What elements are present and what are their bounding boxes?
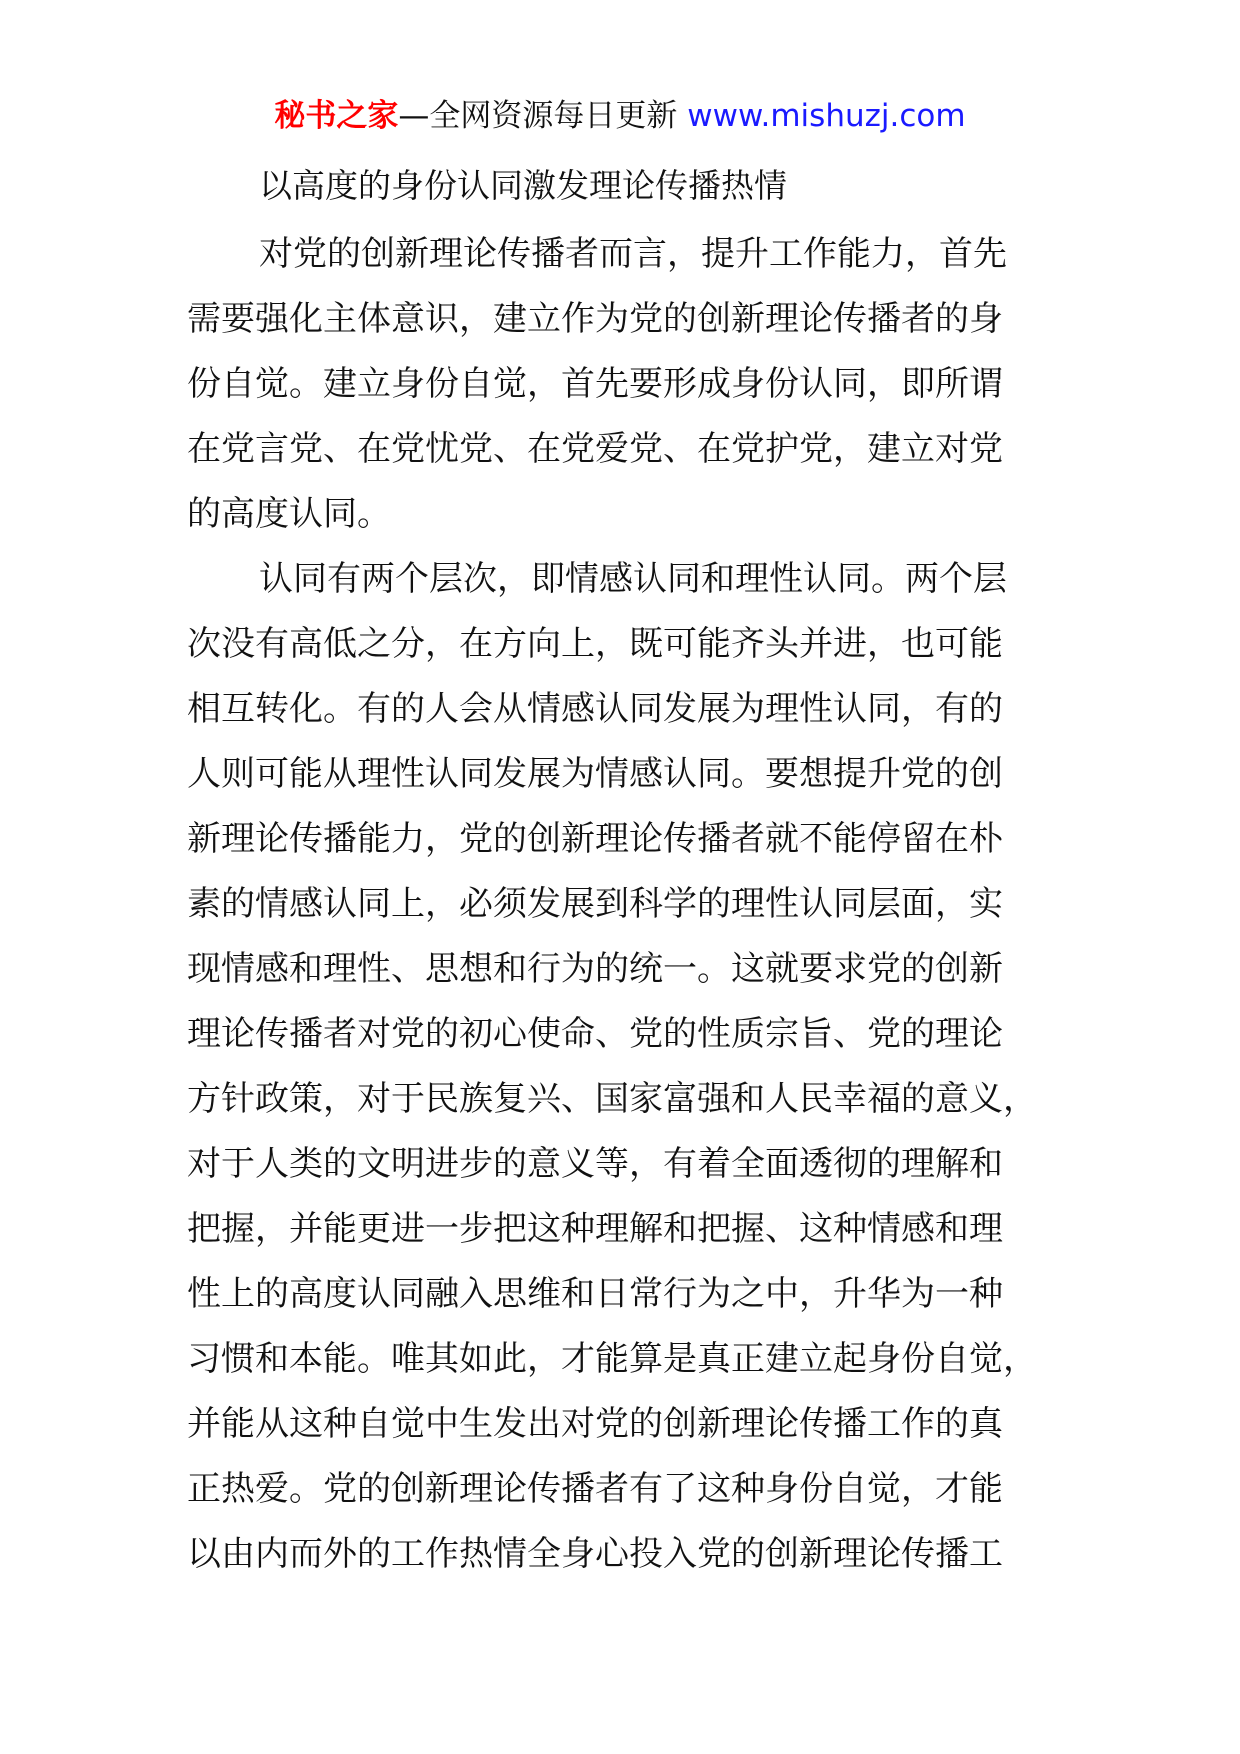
- site-header: [0, 96, 1240, 136]
- paragraph-line: 次没有高低之分，在方向上，既可能齐头并进，也可能: [187, 624, 1003, 664]
- paragraph-line: 理论传播者对党的初心使命、党的性质宗旨、党的理论: [187, 1014, 1003, 1054]
- paragraph-line: 新理论传播能力，党的创新理论传播者就不能停留在朴: [187, 819, 1003, 859]
- paragraph-line: 现情感和理性、思想和行为的统一。这就要求党的创新: [187, 949, 1003, 989]
- site-tagline: —全网资源每日更新: [398, 98, 678, 134]
- paragraph-line: 需要强化主体意识，建立作为党的创新理论传播者的身: [187, 299, 1003, 339]
- paragraph-line: 方针政策，对于民族复兴、国家富强和人民幸福的意义，: [187, 1079, 1037, 1119]
- site-url-link[interactable]: www.mishuzj.com: [687, 98, 966, 134]
- paragraph-line: 正热爱。党的创新理论传播者有了这种身份自觉，才能: [187, 1469, 1003, 1509]
- paragraph-1: [187, 222, 1087, 547]
- document-body: [187, 164, 1087, 1587]
- paragraph-line: 人则可能从理性认同发展为情感认同。要想提升党的创: [187, 754, 1003, 794]
- paragraph-line: 并能从这种自觉中生发出对党的创新理论传播工作的真: [187, 1404, 1003, 1444]
- document-title: 以高度的身份认同激发理论传播热情: [259, 166, 787, 205]
- paragraph-line: 以由内而外的工作热情全身心投入党的创新理论传播工: [187, 1534, 1003, 1574]
- paragraph-2: [187, 547, 1087, 1587]
- paragraph-line: 素的情感认同上，必须发展到科学的理性认同层面，实: [187, 884, 1003, 924]
- paragraph-line: 对于人类的文明进步的意义等，有着全面透彻的理解和: [187, 1144, 1003, 1184]
- paragraph-line: 性上的高度认同融入思维和日常行为之中，升华为一种: [187, 1274, 1003, 1314]
- paragraph-line: 对党的创新理论传播者而言，提升工作能力，首先: [259, 234, 1007, 274]
- paragraph-line: 把握，并能更进一步把这种理解和把握、这种情感和理: [187, 1209, 1003, 1249]
- paragraph-line: 在党言党、在党忧党、在党爱党、在党护党，建立对党: [187, 429, 1003, 469]
- paragraph-line: 份自觉。建立身份自觉，首先要形成身份认同，即所谓: [187, 364, 1003, 404]
- paragraph-line: 认同有两个层次，即情感认同和理性认同。两个层: [259, 559, 1007, 599]
- paragraph-line: 相互转化。有的人会从情感认同发展为理性认同，有的: [187, 689, 1003, 729]
- paragraph-line: 习惯和本能。唯其如此，才能算是真正建立起身份自觉，: [187, 1339, 1037, 1379]
- site-brand: 秘书之家: [274, 98, 399, 134]
- paragraph-line: 的高度认同。: [187, 494, 391, 534]
